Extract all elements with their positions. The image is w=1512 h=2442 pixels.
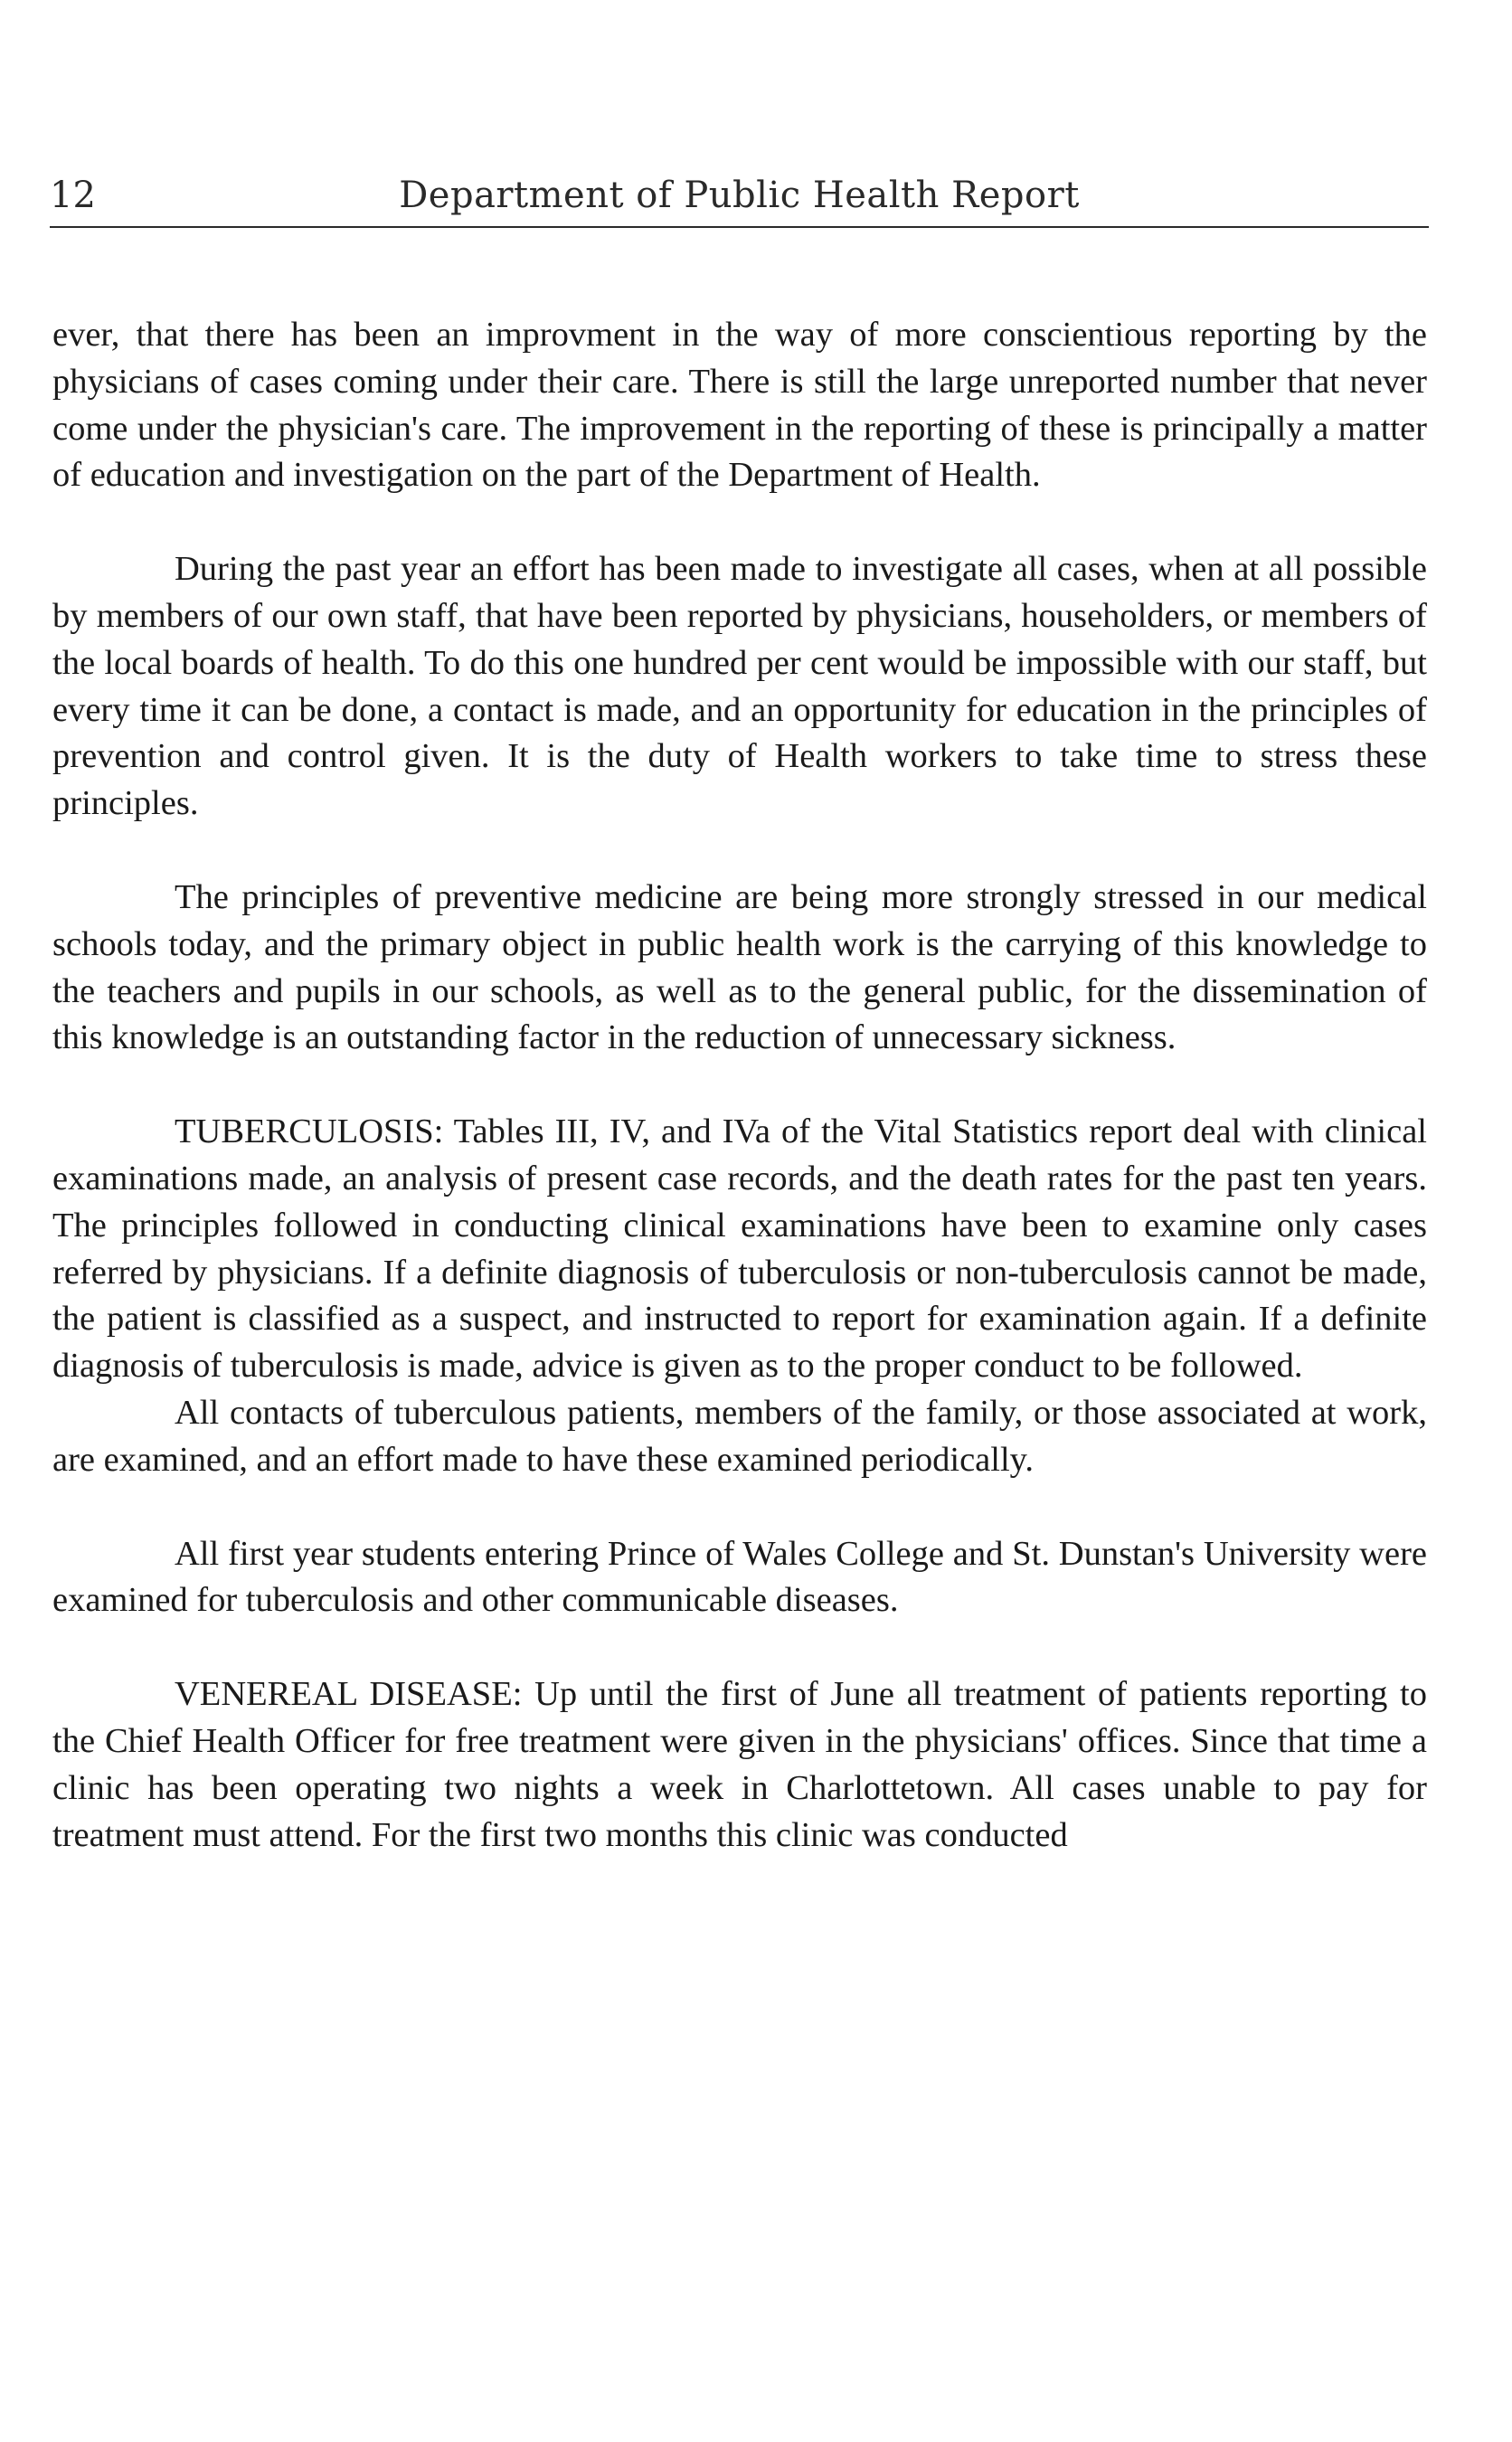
paragraph-gap [52, 499, 1427, 546]
running-title: Department of Public Health Report [399, 175, 1080, 216]
paragraph-continuation: ever, that there has been an improvment in the way of more conscientious reporting by the physicians of cases coming under their care. There is still the large unreported number that never come under the physician's care. The improvement in the reporting of these is principally a matter of education and investigation on the part of the Department of Health. [52, 316, 1427, 495]
paragraph-gap [52, 1062, 1427, 1109]
paragraph-gap [52, 1624, 1427, 1671]
paragraph-students: All first year students entering Prince of Wales College and St. Dunstan's University were examined for tuberculosis and other communicable diseases. [52, 1534, 1427, 1620]
running-head [50, 170, 1429, 221]
paragraph-tuberculosis-contacts: All contacts of tuberculous patients, members of the family, or those associated at work, are examined, and an effort made to have these examined periodically. [52, 1393, 1427, 1479]
page-number: 12 [50, 175, 96, 216]
body-text [52, 312, 1427, 1859]
paragraph-tuberculosis: TUBERCULOSIS: Tables III, IV, and IVa of the Vital Statistics report deal with clinical examinations made, an analysis of present case records, and the death rates for the past ten years. The principles followed in conducting clinical examinations have been to examine only cases referred by physicians. If a definite diagnosis of tuberculosis or non-tuberculosis cannot be made, the patient is classified as a suspect, and instructed to report for examination again. If a definite diagnosis of tuberculosis is made, advice is given as to the proper conduct to be followed. [52, 1112, 1427, 1386]
paragraph-preventive-medicine: The principles of preventive medicine are being more strongly stressed in our medical schools today, and the primary object in public health work is the carrying of this knowledge to the teachers and pupils in our schools, as well as to the general public, for the dissemination of this knowledge is an outstanding factor in the reduction of unnecessary sickness. [52, 877, 1427, 1057]
paragraph-venereal-disease: VENEREAL DISEASE: Up until the first of June all treatment of patients reporting to the Chief Health Officer for free treatment were given in the physicians' offices. Since that time a clinic has been operating two nights a week in Charlottetown. All cases unable to pay for treatment must attend. For the first two months this clinic was conducted [52, 1675, 1427, 1854]
paragraph-gap [52, 828, 1427, 875]
paragraph-gap [52, 1484, 1427, 1531]
paragraph-investigation: During the past year an effort has been made to investigate all cases, when at all possible by members of our own staff, that have been reported by physicians, householders, or members of the local boards of health. To do this one hundred per cent would be impossible with our staff, but every time it can be done, a contact is made, and an opportunity for education in the principles of prevention and control given. It is the duty of Health workers to take time to stress these principles. [52, 550, 1427, 823]
header-rule [50, 226, 1429, 228]
